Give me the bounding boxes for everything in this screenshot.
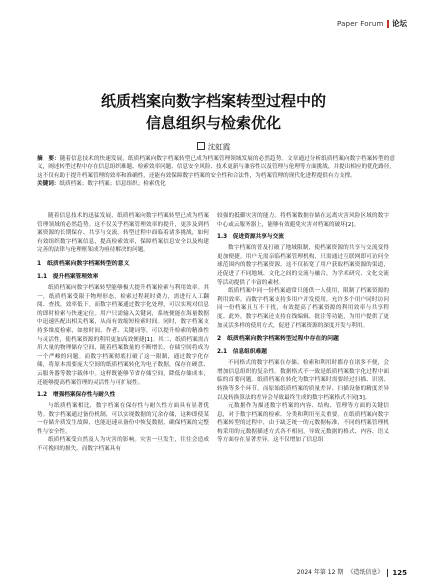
intro-paragraph: 随着信息技术的迅猛发展，纸质档案向数字档案转型已成为档案管理领域的必然趋势。这不仅关乎档案管理效率的提升，更涉及到档案资源的长期保存、共享与交流。转型过程中面临着诸多挑战，如何有效组织数字档案信息，提高检索效率，保障档案信息安全以及构建完善的法律与伦理框架成为亟待解决的问题。 <box>37 213 209 254</box>
author-mark-icon <box>197 142 205 150</box>
running-header <box>337 20 407 28</box>
article-title-line1: 纸质档案向数字档案转型过程中的 <box>100 92 326 110</box>
header-divider <box>387 20 390 28</box>
abstract-label: 摘 要： <box>37 156 60 162</box>
subsection-1-3-text-2: 纸质档案中同一份档案通常只能供一人使用，限制了档案资源的利用效率。而数字档案支持多用户并发使用，允许多个用户同时访问同一份档案且互不干扰，有效提高了档案资源的利用效率与共享程度。此外，数字档案还支持在线编辑、批注等功能，为用户提供了更加灵活多样的使用方式，促进了档案资源的深度开发与利用。 <box>217 288 389 329</box>
page-number: 125 <box>392 569 407 577</box>
header-section-cn: 论坛 <box>392 19 407 28</box>
author-line <box>0 142 427 152</box>
body-column-left <box>37 212 209 454</box>
subsection-1-3-heading: 1.3 促进资源共享与交流 <box>217 234 284 241</box>
body-column-right <box>217 212 389 445</box>
footer-divider <box>387 569 388 577</box>
footer-issue: 2024 年第 12 期 <box>296 569 344 576</box>
keywords-line <box>37 180 395 188</box>
subsection-1-2-text: 与纸质档案相比，数字档案在保存性与耐久性方面具有显著优势。数字档案通过备份机制，可以实现数据的冗余存储，这种即使某一存储介质发生故障，也能迅速从备份中恢复数据，确保档案的完整性与安全性。 <box>37 403 209 435</box>
subsection-1-2-text-2: 纸质档案受自然及人为灾害的影响。灾害一旦发生，往往会造成不可挽回的损失。而数字档案具有 <box>37 437 209 453</box>
abstract-block <box>37 155 395 189</box>
continued-paragraph: 较强的抵御灾害的能力。将档案数据存储在远离灾害风险区域的数字中心或云服务器上，能够有效避免灾害对档案的破坏[2]。 <box>217 213 389 228</box>
author-name: 沈虹霞 <box>207 142 231 152</box>
header-section-en: Paper Forum <box>337 20 384 28</box>
article-title-line2: 信息组织与检索优化 <box>145 114 281 132</box>
section-1-heading: 1 纸质档案向数字档案转型的意义 <box>37 260 130 267</box>
keywords-label: 关键词： <box>37 181 60 188</box>
abstract-paragraph <box>37 155 395 180</box>
keywords-text: 纸质档案；数字档案；信息组织；检索优化 <box>59 181 166 188</box>
subsection-1-1-text: 纸质档案向数字档案转型能够极大提升档案检索与利用效率。其一，纸质档案受限于物理形态，检索过程耗时费力，需进行人工翻阅、查找，效率低下。而数字档案通过数字化处理，可以实现对信息的即时检索与快速定位。用户只需输入关键词，系统便能在海量数据中迅速匹配出相关档案，从而有效缩短检索时间。同时，数字档案支持多维度检索，如按时间、作者、关键词等，可以提升检索的精准性与灵活性，使档案资源的利用更加高效便捷[1]。其二，纸质档案需占用大量的物理储存空间，随着档案数量的不断增长，存储空间将成为一个严峻的问题。而数字档案彻底打破了这一限制，通过数字化存储，将原本需要庞大空间的纸质档案转化为电子数据，保存在硬盘、云服务器等数字载体中。这样既能够节省存储空间，降低存储成本，还能够提高档案管理的灵活性与可扩展性。 <box>37 284 209 386</box>
subsection-1-2-heading: 1.2 增强档案保存性与耐久性 <box>37 392 116 399</box>
subsection-2-1-heading: 2.1 信息组织难题 <box>217 349 267 356</box>
subsection-1-1-heading: 1.1 提升档案管理效率 <box>37 273 99 280</box>
footer-journal: 《造纸信息》 <box>347 569 384 576</box>
subsection-2-1-text: 不同格式的数字档案在存储、检索和利用时都存在诸多不便，会增加信息组织的复杂性。数据格式不一致是纸质档案数字化过程中面临的首要问题。纸质档案在转化为数字档案时需要经过扫描、识别、转换等多个环节，而原始纸质档案的质量差异、扫描设备的精度差异以及转换算法的差异会导致最终生成的数字档案格式不同[3]。 <box>217 360 389 401</box>
subsection-1-3-text: 数字档案的普及打破了地域限制，使档案资源的共享与交流变得更加便捷。用户无需亲临档案管理机构，只需通过互联网即可访问全球范围内的数字档案资源。这不仅拓宽了用户获取档案资源的渠道，还促进了不同地域、文化之间的交流与融合，为学术研究、文化交流等活动提供了丰富的素材。 <box>217 245 389 286</box>
page-footer <box>297 569 407 577</box>
abstract-text: 随着信息技术的快速发展，纸质档案向数字档案转型已成为档案管理领域发展的必然趋势。文章通过分析纸质档案向数字档案转型的意义，阐述转型过程中存在信息组织难题、检索效率问题、信息安全风险、技术更新与兼容性以及管理与伦理等方面挑战，并提出相应的优化路径，这不仅有助于提升档案管理的效率和准确性，还能有效保障数字档案的安全性和合法性，为档案管理的现代化进程提供有力支撑。 <box>37 156 396 179</box>
section-2-heading: 2 纸质档案向数字档案转型过程中存在的问题 <box>217 336 339 343</box>
subsection-2-1-text-2: 元数据作为描述数字档案的内容、结构、管理等方面的关键信息，对于数字档案的检索、分类和利用至关重要。在纸质档案向数字档案转型的过程中，由于缺乏统一的元数据标准，不同的档案管理机构采用的元数据描述方式各不相同，导致元数据的格式、内容、语义等方面存在显著差异。这不仅增加了信息组 <box>217 403 389 444</box>
